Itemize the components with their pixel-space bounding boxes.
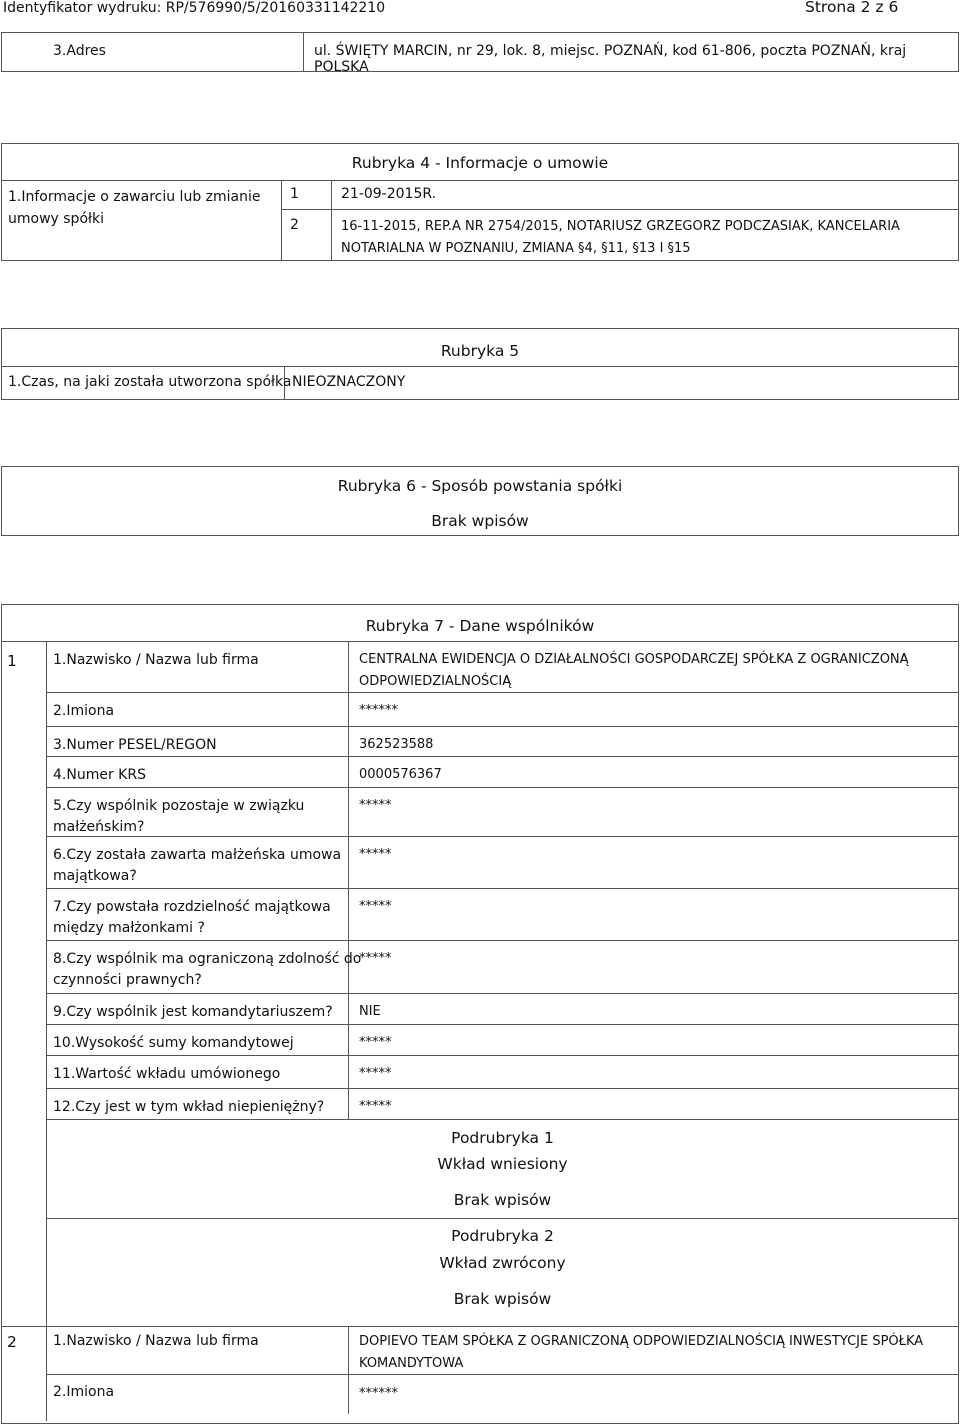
print-identifier: Identyfikator wydruku: RP/576990/5/20160331142210: [3, 0, 386, 16]
rubryka5-label: 1.Czas, na jaki została utworzona spółka: [8, 374, 292, 390]
partner1-field-label: [53, 735, 217, 756]
partner1-field-value: [359, 1032, 392, 1054]
rubryka4-entry-num: 2: [290, 217, 299, 233]
partner1-field-value: [359, 1063, 392, 1085]
partner1-field-label: [53, 1064, 280, 1085]
partner1-field-value-line1: *****: [359, 1066, 392, 1081]
partner2-field-value-line1: DOPIEVO TEAM SPÓŁKA Z OGRANICZONĄ ODPOWIEDZIALNOŚCIĄ INWESTYCJE SPÓŁKA: [359, 1334, 924, 1349]
partner1-field-label: [53, 796, 304, 838]
partner1-field-label-line1: 1.Nazwisko / Nazwa lub firma: [53, 652, 259, 668]
partner1-field-label-line1: 8.Czy wspólnik ma ograniczoną zdolność do: [53, 951, 362, 967]
address-value: ul. ŚWIĘTY MARCIN, nr 29, lok. 8, miejsc. POZNAŃ, kod 61-806, poczta POZNAŃ, kraj POLSKA: [314, 43, 907, 75]
rubryka4-entry-line2: NOTARIALNA W POZNANIU, ZMIANA §4, §11, §13 I §15: [341, 241, 691, 256]
rubryka5-value: NIEOZNACZONY: [292, 374, 406, 390]
partner1-field-label-line1: 5.Czy wspólnik pozostaje w związku: [53, 798, 305, 814]
partner1-field-label-line1: 6.Czy została zawarta małżeńska umowa: [53, 847, 342, 863]
partner1-field-label-line1: 11.Wartość wkładu umówionego: [53, 1066, 281, 1082]
partner1-field-label-line1: 12.Czy jest w tym wkład niepieniężny?: [53, 1099, 325, 1115]
partner1-field-label: [53, 701, 114, 722]
sub1-title: Podrubryka 1: [451, 1129, 554, 1147]
partner1-field-value-line1: *****: [359, 1099, 392, 1114]
partner2-field-value-line2: KOMANDYTOWA: [359, 1356, 464, 1371]
partner1-field-label-line1: 3.Numer PESEL/REGON: [53, 737, 217, 753]
rubryka4-title: Rubryka 4 - Informacje o umowie: [351, 154, 609, 172]
partner1-field-label-line1: 9.Czy wspólnik jest komandytariuszem?: [53, 1004, 333, 1020]
partner1-field-label: [53, 1002, 333, 1023]
partner1-field-label-line2: małżeńskim?: [53, 819, 145, 835]
partner1-field-label: [53, 1097, 324, 1118]
sub2-title: Podrubryka 2: [451, 1227, 554, 1245]
partner1-field-value: [359, 948, 392, 970]
partner1-field-value: [359, 1096, 392, 1118]
partner1-field-value: [359, 764, 442, 786]
page-number: Strona 2 z 6: [805, 0, 899, 16]
partner1-field-label: [53, 949, 361, 991]
rubryka6-empty: Brak wpisów: [431, 512, 529, 530]
partner1-field-value: [359, 700, 398, 722]
rubryka5-title: Rubryka 5: [440, 342, 520, 360]
rubryka6-title: Rubryka 6 - Sposób powstania spółki: [337, 477, 623, 495]
partner2-field-value: ******: [359, 1386, 398, 1401]
partner1-field-value-line1: *****: [359, 847, 392, 862]
rubryka4-label-line1: 1.Informacje o zawarciu lub zmianie: [8, 189, 261, 205]
partner1-field-value-line1: *****: [359, 798, 392, 813]
partner1-field-value-line1: ******: [359, 703, 398, 718]
partner1-field-value: [359, 649, 909, 693]
partner1-field-value-line1: NIE: [359, 1004, 381, 1019]
partner2-field-label: 2.Imiona: [53, 1384, 115, 1400]
partner1-field-label-line1: 7.Czy powstała rozdzielność majątkowa: [53, 899, 331, 915]
partner1-field-label-line2: majątkowa?: [53, 868, 137, 884]
rubryka7-title: Rubryka 7 - Dane wspólników: [365, 617, 595, 635]
partner1-field-label-line1: 4.Numer KRS: [53, 767, 146, 783]
sub1-subtitle: Wkład wniesiony: [437, 1155, 568, 1173]
rubryka4-entry-value: [341, 216, 900, 260]
partner1-field-label-line2: między małżonkami ?: [53, 920, 205, 936]
partner1-field-value-line1: *****: [359, 1035, 392, 1050]
partner1-field-value-line1: 0000576367: [359, 767, 442, 782]
partner1-field-label: [53, 1033, 294, 1054]
partner1-field-value-line2: ODPOWIEDZIALNOŚCIĄ: [359, 674, 512, 689]
sub2-empty: Brak wpisów: [453, 1290, 552, 1308]
partner1-field-value: [359, 896, 392, 918]
sub1-empty: Brak wpisów: [453, 1191, 552, 1209]
partner1-field-label: [53, 765, 146, 786]
partner1-field-value: [359, 734, 433, 756]
partner1-field-value: [359, 1001, 381, 1023]
partner1-field-label: [53, 845, 341, 887]
partner-number: 2: [7, 1333, 17, 1351]
partner1-field-value-line1: *****: [359, 899, 392, 914]
partner-number: 1: [7, 652, 17, 670]
partner1-field-value-line1: CENTRALNA EWIDENCJA O DZIAŁALNOŚCI GOSPODARCZEJ SPÓŁKA Z OGRANICZONĄ: [359, 652, 909, 667]
rubryka4-entry-num: 1: [290, 186, 299, 202]
rubryka4-entry-value: 21-09-2015R.: [341, 186, 437, 202]
partner2-field-label: 1.Nazwisko / Nazwa lub firma: [53, 1333, 259, 1349]
partner1-field-label: [53, 650, 259, 671]
sub2-subtitle: Wkład zwrócony: [439, 1254, 566, 1272]
rubryka4-label-line2: umowy spółki: [8, 211, 104, 227]
partner1-field-label: [53, 897, 331, 939]
partner1-field-label-line2: czynności prawnych?: [53, 972, 202, 988]
rubryka4-label: [8, 186, 261, 230]
partner2-field-value: [359, 1331, 923, 1375]
partner1-field-value: [359, 795, 392, 817]
partner1-field-label-line1: 10.Wysokość sumy komandytowej: [53, 1035, 294, 1051]
address-label: 3.Adres: [53, 43, 106, 59]
rubryka4-entry-line1: 16-11-2015, REP.A NR 2754/2015, NOTARIUSZ GRZEGORZ PODCZASIAK, KANCELARIA: [341, 219, 900, 234]
partner1-field-value-line1: *****: [359, 951, 392, 966]
partner1-field-value: [359, 844, 392, 866]
partner1-field-label-line1: 2.Imiona: [53, 703, 115, 719]
partner1-field-value-line1: 362523588: [359, 737, 434, 752]
